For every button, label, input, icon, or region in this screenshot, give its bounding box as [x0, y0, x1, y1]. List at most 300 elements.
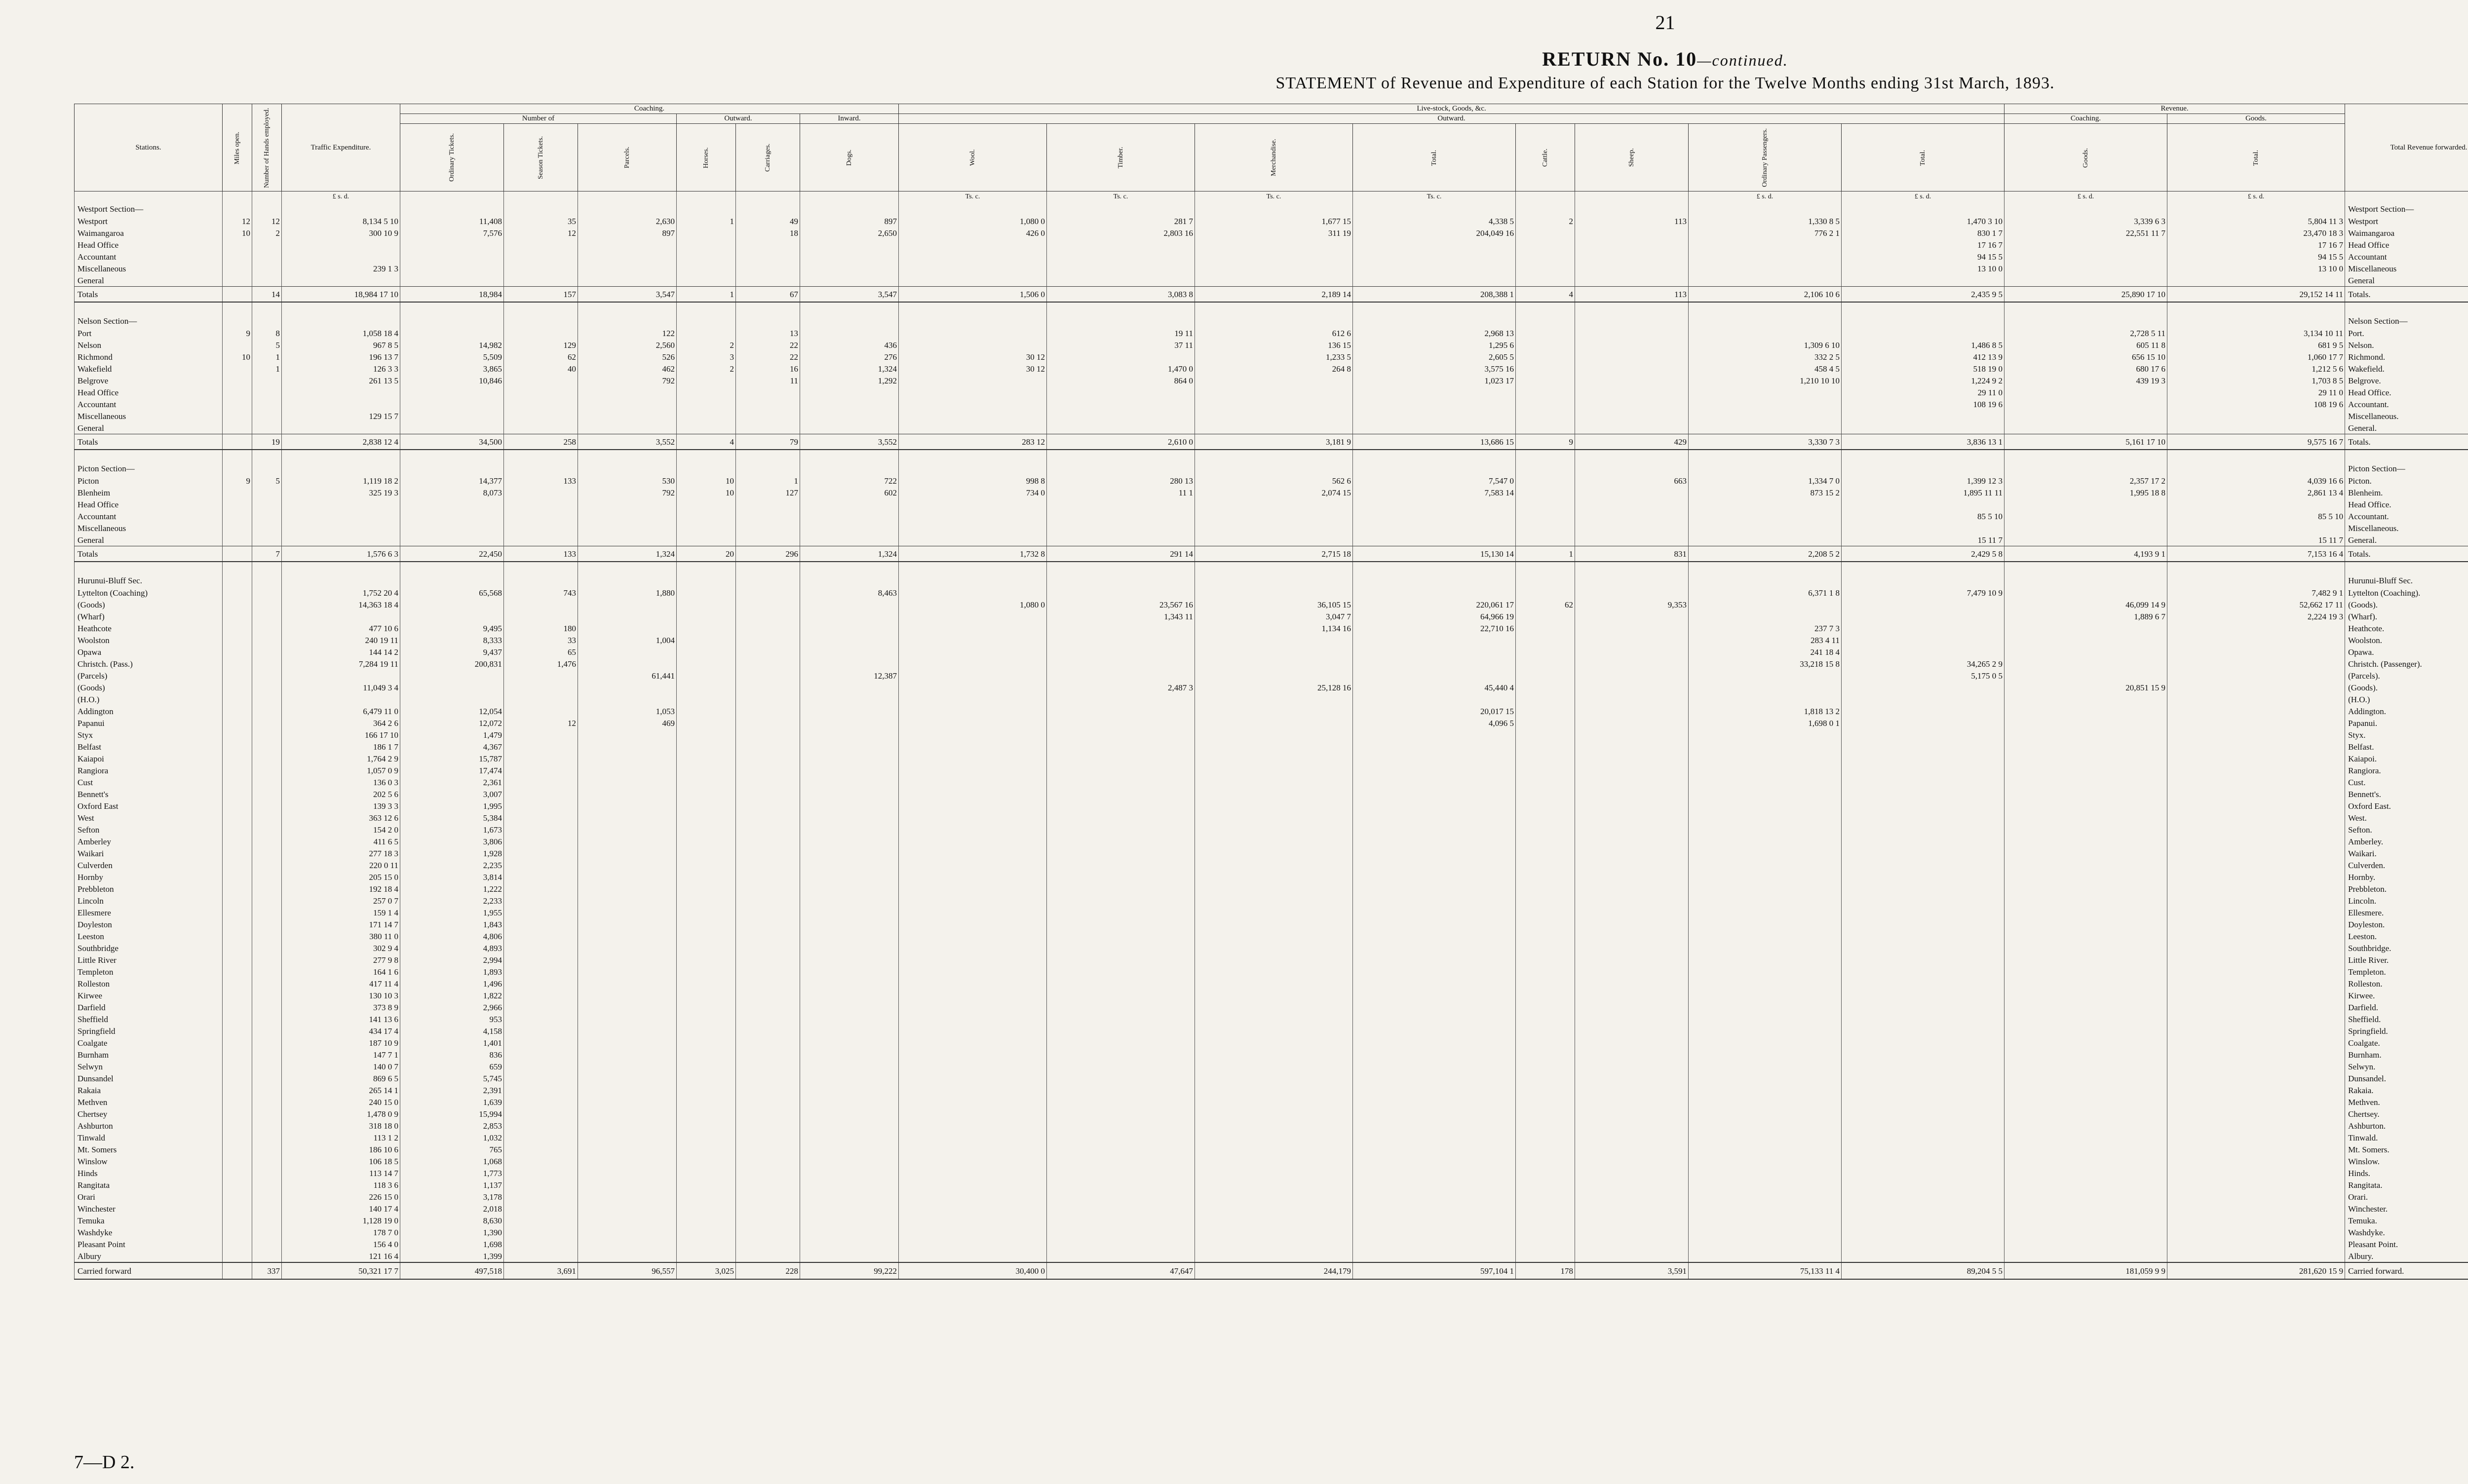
cell-cattle: 2: [1516, 215, 1575, 227]
cell-miles: [223, 907, 252, 918]
cell-parcels: [578, 422, 677, 434]
cell-wool: [899, 824, 1047, 836]
cell-timber: [1047, 776, 1195, 788]
cell-timber: [1047, 966, 1195, 978]
cell-dogs: [800, 522, 899, 534]
blank-cell: [1516, 562, 1575, 574]
cell-rev-total: [1842, 634, 2005, 646]
cell-hands: [252, 1143, 282, 1155]
cell-rev-total: [1842, 1108, 2005, 1120]
cell-rev-total: 7,479 10 9: [1842, 587, 2005, 599]
cell-rev-total: [1842, 498, 2005, 510]
section-header-row: [75, 574, 2468, 587]
group-livestock-goods: Live-stock, Goods, &c.: [899, 104, 2005, 114]
cell-r-station: Burnham.: [2345, 1049, 2468, 1061]
cell-season: [504, 800, 578, 812]
cell-timber: [1047, 1191, 1195, 1203]
cell-dogs: [800, 1049, 899, 1061]
cell-goods: [2005, 1025, 2167, 1037]
cell-sheep: [1575, 263, 1689, 274]
blank-cell: [677, 314, 736, 327]
cell-total-rev: [2167, 498, 2345, 510]
cell-sheep: [1575, 1226, 1689, 1238]
cell-station: (Wharf): [75, 610, 223, 622]
cell-carr: [736, 942, 800, 954]
cell-rev-total: 1,470 3 10: [1842, 215, 2005, 227]
cell-r-station: Port.: [2345, 327, 2468, 339]
cell-ord: 1,496: [400, 978, 504, 989]
cell-timber: [1047, 800, 1195, 812]
blank-cell: [400, 302, 504, 314]
cell-r-station: Kirwee.: [2345, 989, 2468, 1001]
cell-total: [1353, 1215, 1516, 1226]
cell-dogs: [800, 764, 899, 776]
cell-station: Selwyn: [75, 1061, 223, 1072]
cell-dogs: 99,222: [800, 1262, 899, 1279]
cell-horses: 20: [677, 546, 736, 562]
cell-total: [1353, 693, 1516, 705]
cell-parcels: [578, 1132, 677, 1143]
cell-goods: [2005, 587, 2167, 599]
cell-cattle: [1516, 682, 1575, 693]
cell-season: 33: [504, 634, 578, 646]
blank-cell: [899, 202, 1047, 215]
cell-total: [1353, 1037, 1516, 1049]
cell-horses: [677, 824, 736, 836]
cell-merch: [1195, 883, 1353, 895]
cell-station: Picton: [75, 475, 223, 487]
cell-rev-ord: [1689, 1072, 1842, 1084]
cell-timber: [1047, 741, 1195, 753]
cell-wool: [899, 753, 1047, 764]
cell-parcels: 1,053: [578, 705, 677, 717]
cell-goods: [2005, 510, 2167, 522]
cell-station: Prebbleton: [75, 883, 223, 895]
cell-dogs: [800, 930, 899, 942]
cell-horses: [677, 646, 736, 658]
table-row: [75, 717, 2468, 729]
cell-carr: [736, 1179, 800, 1191]
cell-goods: [2005, 1072, 2167, 1084]
table-row: [75, 1179, 2468, 1191]
cell-miles: [223, 1096, 252, 1108]
cell-parcels: [578, 800, 677, 812]
cell-goods: [2005, 1013, 2167, 1025]
cell-r-station: Amberley.: [2345, 836, 2468, 847]
cell-hands: [252, 764, 282, 776]
cell-total: [1353, 498, 1516, 510]
cell-dogs: [800, 918, 899, 930]
cell-merch: [1195, 1167, 1353, 1179]
cell-hands: [252, 1250, 282, 1262]
cell-wool: [899, 239, 1047, 251]
cell-rev-ord: [1689, 1108, 1842, 1120]
cell-goods: [2005, 930, 2167, 942]
cell-station: Accountant: [75, 398, 223, 410]
cell-cattle: [1516, 1238, 1575, 1250]
cell-sheep: [1575, 978, 1689, 989]
cell-dogs: [800, 1001, 899, 1013]
table-row: [75, 422, 2468, 434]
cell-parcels: [578, 1143, 677, 1155]
cell-rev-ord: 1,698 0 1: [1689, 717, 1842, 729]
cell-dogs: 602: [800, 487, 899, 498]
cell-parcels: 1,004: [578, 634, 677, 646]
blank-cell: [1047, 574, 1195, 587]
cell-total: 22,710 16: [1353, 622, 1516, 634]
cell-rev-ord: [1689, 788, 1842, 800]
cell-merch: [1195, 251, 1353, 263]
cell-timber: 280 13: [1047, 475, 1195, 487]
cell-sheep: [1575, 764, 1689, 776]
cell-cattle: [1516, 522, 1575, 534]
cell-rev-ord: 458 4 5: [1689, 363, 1842, 375]
cell-total: 1,023 17: [1353, 375, 1516, 386]
cell-wool: [899, 1072, 1047, 1084]
cell-rev-ord: [1689, 729, 1842, 741]
cell-merch: [1195, 422, 1353, 434]
cell-ord: 2,361: [400, 776, 504, 788]
cell-sheep: [1575, 776, 1689, 788]
cell-total: 45,440 4: [1353, 682, 1516, 693]
cell-r-station: Hornby.: [2345, 871, 2468, 883]
cell-parcels: 792: [578, 375, 677, 386]
cell-traffic: 300 10 9: [282, 227, 400, 239]
cell-horses: 1: [677, 215, 736, 227]
cell-ord: 1,401: [400, 1037, 504, 1049]
table-row: [75, 800, 2468, 812]
cell-dogs: [800, 907, 899, 918]
cell-wool: 1,506 0: [899, 287, 1047, 303]
cell-parcels: 122: [578, 327, 677, 339]
blank-cell: [899, 302, 1047, 314]
cell-traffic: 1,478 0 9: [282, 1108, 400, 1120]
cell-parcels: 2,560: [578, 339, 677, 351]
cell-sheep: [1575, 1049, 1689, 1061]
unit-blank: [677, 191, 736, 203]
blank-cell: [1516, 314, 1575, 327]
cell-hands: [252, 587, 282, 599]
cell-carr: [736, 682, 800, 693]
cell-miles: [223, 776, 252, 788]
cell-r-station: Miscellaneous: [2345, 263, 2468, 274]
cell-sheep: [1575, 587, 1689, 599]
cell-total: [1353, 1203, 1516, 1215]
cell-rev-ord: 75,133 11 4: [1689, 1262, 1842, 1279]
cell-goods: [2005, 1155, 2167, 1167]
subgroup-inward: Inward.: [800, 114, 899, 124]
cell-cattle: 178: [1516, 1262, 1575, 1279]
unit-blank: [2345, 191, 2468, 203]
cell-horses: [677, 1096, 736, 1108]
cell-season: [504, 422, 578, 434]
cell-goods: [2005, 966, 2167, 978]
blank-cell: [1575, 314, 1689, 327]
cell-total-rev: [2167, 989, 2345, 1001]
blank-cell: [800, 574, 899, 587]
col-merchandise: Merchandise.: [1195, 124, 1353, 191]
cell-horses: [677, 1215, 736, 1226]
cell-ord: 1,479: [400, 729, 504, 741]
cell-dogs: [800, 410, 899, 422]
cell-ord: 1,773: [400, 1167, 504, 1179]
cell-station: Miscellaneous: [75, 522, 223, 534]
cell-rev-total: [1842, 978, 2005, 989]
cell-wool: [899, 907, 1047, 918]
cell-rev-total: [1842, 1226, 2005, 1238]
cell-traffic: 139 3 3: [282, 800, 400, 812]
cell-rev-ord: [1689, 251, 1842, 263]
cell-goods: 1,995 18 8: [2005, 487, 2167, 498]
cell-station: Hornby: [75, 871, 223, 883]
cell-season: [504, 534, 578, 546]
cell-season: [504, 954, 578, 966]
blank-cell: [1842, 462, 2005, 475]
cell-parcels: [578, 1049, 677, 1061]
cell-merch: [1195, 1203, 1353, 1215]
cell-traffic: [282, 251, 400, 263]
cell-rev-total: [1842, 824, 2005, 836]
cell-total: [1353, 1013, 1516, 1025]
col-traffic-expenditure: Traffic Expenditure.: [282, 104, 400, 191]
cell-timber: [1047, 1155, 1195, 1167]
cell-rev-total: 2,429 5 8: [1842, 546, 2005, 562]
cell-r-station: Styx.: [2345, 729, 2468, 741]
subgroup-number-of: Number of: [400, 114, 677, 124]
cell-station: (H.O.): [75, 693, 223, 705]
cell-r-station: Hinds.: [2345, 1167, 2468, 1179]
cell-cattle: [1516, 1072, 1575, 1084]
cell-traffic: 113 14 7: [282, 1167, 400, 1179]
cell-traffic: 1,119 18 2: [282, 475, 400, 487]
cell-cattle: [1516, 1167, 1575, 1179]
cell-total: [1353, 1143, 1516, 1155]
cell-miles: [223, 753, 252, 764]
cell-hands: [252, 717, 282, 729]
cell-hands: [252, 239, 282, 251]
cell-carr: [736, 1001, 800, 1013]
cell-carr: [736, 422, 800, 434]
blank-cell: [1842, 314, 2005, 327]
cell-miles: [223, 363, 252, 375]
cell-rev-total: 108 19 6: [1842, 398, 2005, 410]
cell-ord: 1,955: [400, 907, 504, 918]
cell-station: Oxford East: [75, 800, 223, 812]
cell-traffic: 14,363 18 4: [282, 599, 400, 610]
cell-horses: [677, 907, 736, 918]
cell-total: 208,388 1: [1353, 287, 1516, 303]
cell-carr: [736, 705, 800, 717]
cell-station: Templeton: [75, 966, 223, 978]
cell-parcels: [578, 1250, 677, 1262]
cell-rev-total: 1,486 8 5: [1842, 339, 2005, 351]
cell-r-station: Rolleston.: [2345, 978, 2468, 989]
cell-total-rev: 52,662 17 11: [2167, 599, 2345, 610]
cell-rev-total: 1,224 9 2: [1842, 375, 2005, 386]
cell-parcels: [578, 1096, 677, 1108]
blank-cell: [223, 450, 252, 462]
cell-goods: [2005, 1108, 2167, 1120]
cell-merch: 1,134 16: [1195, 622, 1353, 634]
cell-hands: [252, 824, 282, 836]
cell-ord: [400, 610, 504, 622]
cell-timber: [1047, 1096, 1195, 1108]
section-name: Westport Section—: [75, 202, 223, 215]
cell-horses: [677, 1037, 736, 1049]
cell-wool: [899, 1215, 1047, 1226]
blank-cell: [578, 462, 677, 475]
unit-lsd: £ s. d.: [2167, 191, 2345, 203]
cell-sheep: [1575, 930, 1689, 942]
cell-timber: [1047, 895, 1195, 907]
cell-r-station: Wakefield.: [2345, 363, 2468, 375]
cell-cattle: [1516, 907, 1575, 918]
cell-wool: [899, 1238, 1047, 1250]
cell-horses: [677, 1203, 736, 1215]
table-row: [75, 587, 2468, 599]
blank-cell: [400, 314, 504, 327]
cell-cattle: [1516, 1203, 1575, 1215]
cell-total: [1353, 871, 1516, 883]
cell-horses: [677, 327, 736, 339]
cell-merch: [1195, 534, 1353, 546]
cell-station: Ashburton: [75, 1120, 223, 1132]
cell-wool: [899, 610, 1047, 622]
cell-total: [1353, 1049, 1516, 1061]
cell-carr: [736, 907, 800, 918]
cell-dogs: [800, 1215, 899, 1226]
blank-cell: [2005, 574, 2167, 587]
cell-horses: [677, 670, 736, 682]
cell-r-station: Orari.: [2345, 1191, 2468, 1203]
cell-parcels: [578, 1226, 677, 1238]
cell-carr: [736, 1013, 800, 1025]
cell-hands: [252, 410, 282, 422]
cell-horses: [677, 871, 736, 883]
cell-goods: 2,728 5 11: [2005, 327, 2167, 339]
cell-r-station: Waikari.: [2345, 847, 2468, 859]
cell-cattle: [1516, 729, 1575, 741]
cell-wool: [899, 658, 1047, 670]
revenue-expenditure-table: [74, 104, 2468, 1280]
table-row: [75, 1167, 2468, 1179]
cell-r-station: Springfield.: [2345, 1025, 2468, 1037]
cell-dogs: [800, 1061, 899, 1072]
cell-horses: [677, 788, 736, 800]
cell-miles: [223, 930, 252, 942]
cell-horses: [677, 989, 736, 1001]
cell-parcels: [578, 682, 677, 693]
cell-merch: [1195, 1250, 1353, 1262]
cell-timber: 19 11: [1047, 327, 1195, 339]
cell-carr: [736, 386, 800, 398]
cell-sheep: [1575, 693, 1689, 705]
cell-rev-total: [1842, 1215, 2005, 1226]
cell-total-rev: [2167, 274, 2345, 287]
cell-cattle: [1516, 978, 1575, 989]
cell-goods: [2005, 1037, 2167, 1049]
cell-rev-total: [1842, 871, 2005, 883]
cell-horses: [677, 1072, 736, 1084]
cell-horses: [677, 705, 736, 717]
cell-hands: [252, 682, 282, 693]
cell-rev-ord: [1689, 836, 1842, 847]
cell-merch: 136 15: [1195, 339, 1353, 351]
blank-cell: [578, 202, 677, 215]
cell-traffic: 1,057 0 9: [282, 764, 400, 776]
cell-sheep: [1575, 410, 1689, 422]
cell-carr: [736, 930, 800, 942]
cell-season: [504, 1179, 578, 1191]
table-row: [75, 1061, 2468, 1072]
table-row: [75, 522, 2468, 534]
cell-merch: [1195, 658, 1353, 670]
cell-goods: [2005, 239, 2167, 251]
cell-parcels: [578, 1120, 677, 1132]
cell-station: Port: [75, 327, 223, 339]
cell-merch: 2,074 15: [1195, 487, 1353, 498]
cell-total-rev: [2167, 622, 2345, 634]
cell-ord: [400, 386, 504, 398]
cell-wool: [899, 1191, 1047, 1203]
cell-hands: [252, 274, 282, 287]
cell-wool: [899, 989, 1047, 1001]
cell-miles: [223, 824, 252, 836]
cell-r-station: Darfield.: [2345, 1001, 2468, 1013]
cell-season: [504, 847, 578, 859]
cell-parcels: [578, 753, 677, 764]
cell-timber: [1047, 351, 1195, 363]
blank-cell: [252, 314, 282, 327]
cell-r-station: Heathcote.: [2345, 622, 2468, 634]
blank-cell: [677, 202, 736, 215]
cell-dogs: [800, 753, 899, 764]
cell-wool: [899, 1084, 1047, 1096]
cell-hands: [252, 1215, 282, 1226]
cell-merch: [1195, 1037, 1353, 1049]
cell-miles: [223, 1072, 252, 1084]
cell-dogs: [800, 386, 899, 398]
cell-dogs: [800, 1226, 899, 1238]
cell-station: Lyttelton (Coaching): [75, 587, 223, 599]
cell-goods: 25,890 17 10: [2005, 287, 2167, 303]
table-row: [75, 1108, 2468, 1120]
cell-carr: [736, 776, 800, 788]
cell-r-station: Carried forward.: [2345, 1262, 2468, 1279]
cell-season: [504, 871, 578, 883]
cell-r-station: Rangitata.: [2345, 1179, 2468, 1191]
cell-parcels: [578, 1203, 677, 1215]
table-row: [75, 498, 2468, 510]
table-row: [75, 859, 2468, 871]
cell-season: [504, 599, 578, 610]
cell-ord: 2,233: [400, 895, 504, 907]
cell-station: West: [75, 812, 223, 824]
cell-wool: 1,080 0: [899, 599, 1047, 610]
cell-rev-total: [1842, 1072, 2005, 1084]
cell-season: [504, 398, 578, 410]
cell-timber: [1047, 422, 1195, 434]
cell-season: [504, 522, 578, 534]
cell-total-rev: [2167, 1226, 2345, 1238]
cell-hands: [252, 375, 282, 386]
cell-season: [504, 487, 578, 498]
cell-total: [1353, 812, 1516, 824]
unit-lsd: £ s. d.: [282, 191, 400, 203]
cell-ord: 2,994: [400, 954, 504, 966]
blank-cell: [677, 462, 736, 475]
cell-hands: [252, 741, 282, 753]
